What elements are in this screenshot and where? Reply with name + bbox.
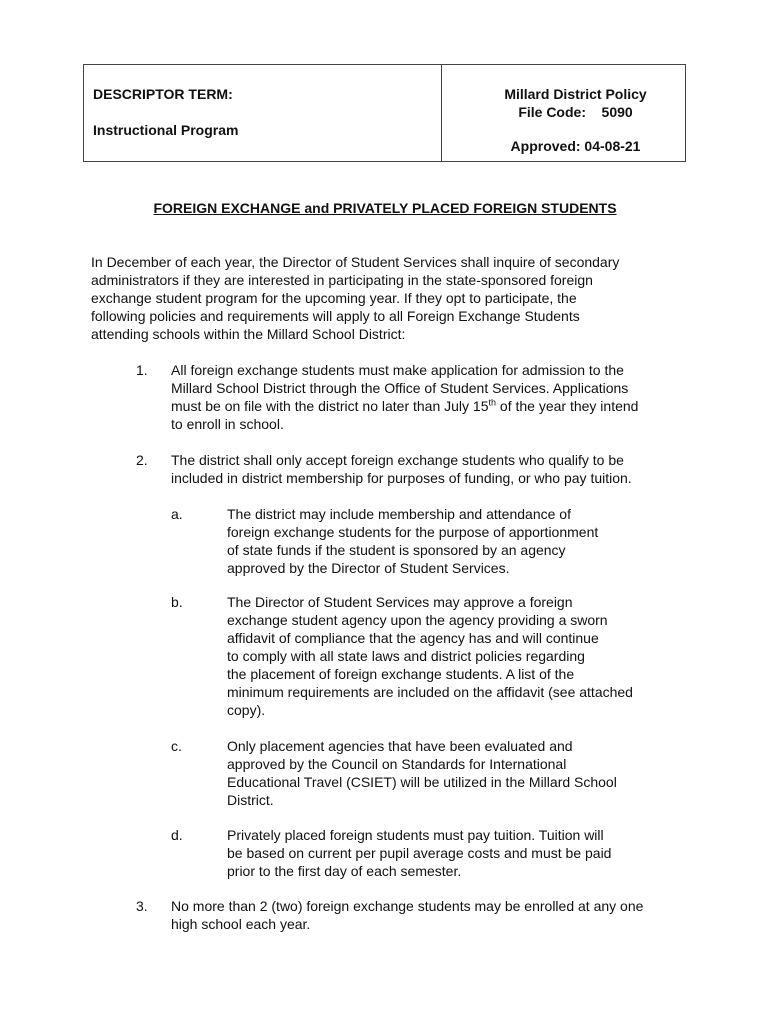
approved-date: Approved: 04-08-21 [510,138,641,154]
subitem-line: The Director of Student Services may approve a foreign [227,594,573,610]
descriptor-value: Instructional Program [93,122,239,138]
subitem-c [227,737,667,809]
subitem-line: affidavit of compliance that the agency has and will continue [227,630,599,646]
ordinal-suffix: th [488,397,497,408]
subitem-d [227,826,667,880]
item-line: Millard School District through the Office of Student Services. Applications [171,380,629,396]
item-line [171,397,691,415]
subitem-line: to comply with all state laws and district policies regarding [227,648,585,664]
item-line: high school each year. [171,916,311,932]
document-title: FOREIGN EXCHANGE and PRIVATELY PLACED FOREIGN STUDENTS [153,200,617,216]
subitem-b [227,593,667,719]
policy-info-cell [442,65,685,161]
subitem-line: the placement of foreign exchange students. A list of the [227,666,575,682]
file-code: File Code: 5090 [518,104,633,120]
item-line: included in district membership for purposes of funding, or who pay tuition. [171,470,632,486]
subitem-a [227,505,667,577]
subitem-line: be based on current per pupil average costs and must be paid [227,845,612,861]
subitem-line: of state funds if the student is sponsored by an agency [227,542,566,558]
descriptor-label: DESCRIPTOR TERM: [93,86,233,102]
subitem-line: approved by the Director of Student Services. [227,560,510,576]
item-number: 3. [136,898,148,914]
item-line: The district shall only accept foreign exchange students who qualify to be [171,452,624,468]
subitem-letter: c. [171,738,182,754]
intro-line: exchange student program for the upcoming year. If they opt to participate, the [91,290,577,306]
policy-header-box [83,64,686,162]
subitem-line: foreign exchange students for the purpose of apportionment [227,524,599,540]
subitem-line: prior to the first day of each semester. [227,863,462,879]
subitem-letter: d. [171,827,183,843]
subitem-line: District. [227,792,274,808]
list-item-2 [171,451,691,487]
subitem-line: Privately placed foreign students must pay tuition. Tuition will [227,827,604,843]
subitem-line: The district may include membership and attendance of [227,506,571,522]
subitem-line: Only placement agencies that have been evaluated and [227,738,573,754]
subitem-line: Educational Travel (CSIET) will be utilized in the Millard School [227,774,617,790]
subitem-line: minimum requirements are included on the affidavit (see attached [227,684,633,700]
intro-line: attending schools within the Millard School District: [91,326,406,342]
item-line-part: of the year they intend [496,398,639,414]
item-number: 1. [136,362,148,378]
list-item-1 [171,361,691,433]
intro-line: administrators if they are interested in participating in the state-sponsored foreign [91,272,593,288]
subitem-line: copy). [227,702,266,718]
subitem-line: approved by the Council on Standards for International [227,756,567,772]
item-line-part: must be on file with the district no later than July 15 [171,398,489,414]
descriptor-cell [84,65,442,161]
intro-paragraph [91,253,681,343]
item-number: 2. [136,452,148,468]
list-item-3 [171,897,691,933]
intro-line: In December of each year, the Director of Student Services shall inquire of secondary [91,254,620,270]
subitem-letter: a. [171,506,183,522]
intro-line: following policies and requirements will apply to all Foreign Exchange Students [91,308,580,324]
policy-title: Millard District Policy [504,86,647,102]
item-line: to enroll in school. [171,416,284,432]
subitem-line: exchange student agency upon the agency providing a sworn [227,612,608,628]
subitem-letter: b. [171,594,183,610]
item-line: No more than 2 (two) foreign exchange students may be enrolled at any one [171,898,644,914]
item-line: All foreign exchange students must make application for admission to the [171,362,624,378]
